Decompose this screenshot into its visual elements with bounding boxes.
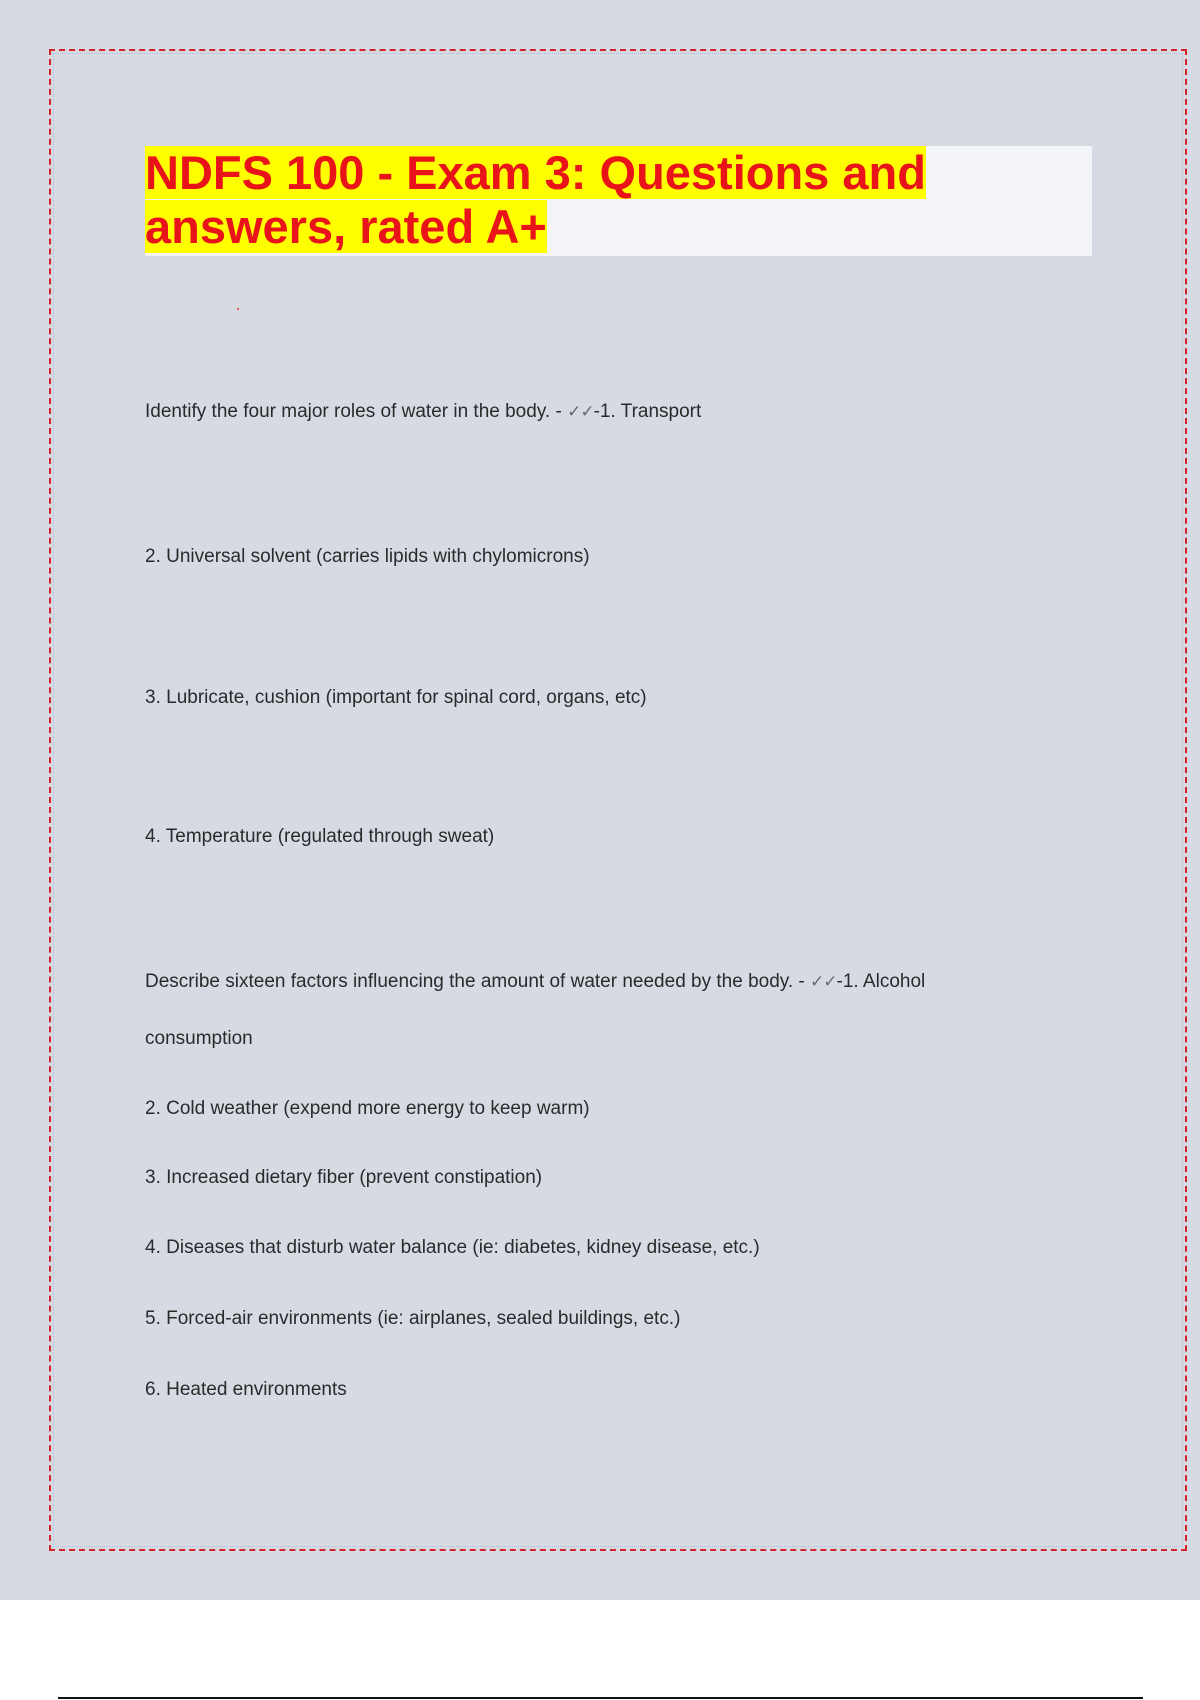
list-item: 4. Temperature (regulated through sweat) [145, 826, 495, 847]
list-item: 6. Heated environments [145, 1379, 347, 1400]
list-item: 2. Universal solvent (carries lipids with chylomicrons) [145, 546, 590, 567]
question-1-text: Identify the four major roles of water in the body. - [145, 401, 568, 422]
list-item: 5. Forced-air environments (ie: airplanes, sealed buildings, etc.) [145, 1308, 681, 1329]
question-1-answer: -1. Transport [593, 401, 702, 422]
question-2 [145, 970, 925, 994]
double-check-icon: ✓✓ [810, 972, 837, 992]
list-item: 4. Diseases that disturb water balance (ie: diabetes, kidney disease, etc.) [145, 1237, 760, 1258]
question-1 [145, 400, 701, 424]
document-title [145, 146, 980, 254]
question-2-answer-continuation: consumption [145, 1028, 253, 1049]
question-2-text: Describe sixteen factors influencing the amount of water needed by the body. - [145, 971, 811, 992]
list-item: 3. Lubricate, cushion (important for spinal cord, organs, etc) [145, 687, 647, 708]
question-2-answer: -1. Alcohol [836, 971, 926, 992]
list-item: 3. Increased dietary fiber (prevent constipation) [145, 1167, 543, 1188]
title-line-2: answers, rated A+ [145, 200, 547, 253]
footer-divider [58, 1697, 1143, 1699]
list-item: 2. Cold weather (expend more energy to keep warm) [145, 1098, 590, 1119]
title-line-1: NDFS 100 - Exam 3: Questions and [145, 146, 926, 199]
decorative-dot [237, 308, 239, 310]
double-check-icon: ✓✓ [567, 402, 594, 422]
